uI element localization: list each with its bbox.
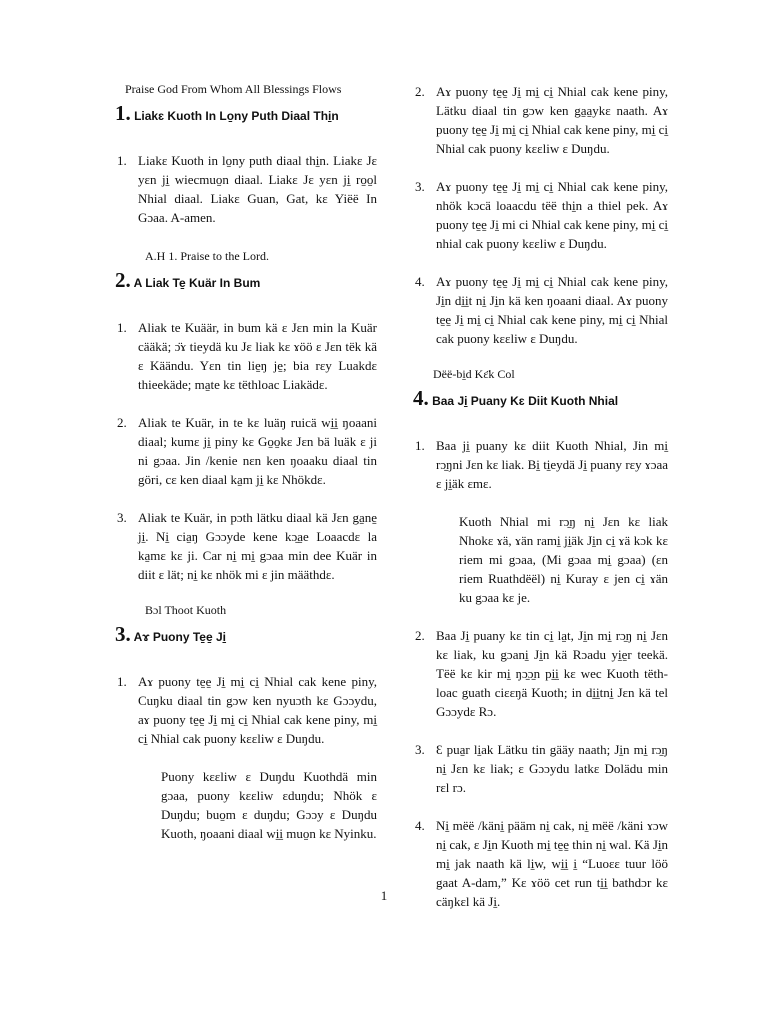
right-column [413, 82, 668, 930]
verse-text: Aɤ puony te̱e̱ Ji̱ mi̱ ci̱ Nhial cak kene piny, nhök kɔcä loaacdu tëë thi̱n a thiel pek. Aɤ puony te̱e̱ Ji̱ mi ci Nhial cak kene piny, mi̱ ci̱ nhial cak puony kɛɛliw ɛ Duŋdu. [436, 179, 669, 251]
verse [115, 508, 377, 584]
verse-number: 1. [415, 438, 425, 453]
song-subtitle: A.H 1. Praise to the Lord. [145, 249, 269, 263]
verse-number: 4. [415, 818, 425, 833]
verse-number: 3. [415, 742, 425, 757]
verse-number: 1. [117, 320, 127, 335]
song-heading-4 [413, 387, 668, 412]
verse-number: 3. [117, 510, 127, 525]
page-number: 1 [380, 888, 388, 903]
verse-number: 4. [415, 274, 425, 289]
verse [413, 740, 668, 797]
song-title: Liakɛ Kuoth In Lo̱ny Puth Diaal Thi̱n [134, 109, 339, 123]
verse-text: Baa Ji̱ puany kɛ tin ci̱ la̱t, Ji̱n mi̱ rɔ̱ŋ ni̱ Jɛn kɛ liak, ku gɔani̱ Ji̱n kä Rɔadu yi̱e̱r teekä. Tëë kɛ kir mi̱ ŋɔ̱ɔ̱n pi̱i̱ kɛ wec Kuoth tëth-loac guath ciɛɛŋä Kuoth; in di̱i̱tni̱ Jɛn kä tel Gɔɔydɛ Rɔ. [436, 628, 668, 719]
verse [413, 436, 668, 493]
chorus: Puony kɛɛliw ɛ Duŋdu Kuothdä min gɔaa, puony kɛɛliw ɛduŋdu; Nhök ɛ Duŋdu; buo̱m ɛ duŋdu; Gɔɔy ɛ Duŋdu Kuoth, ŋoaani diaal wi̱i̱ muo̱n kɛ Nyinku. [161, 769, 377, 841]
verse-text: Aɤ puony te̱e̱ Ji̱ mi̱ ci̱ Nhial cak kene piny, Ji̱n di̱i̱t ni̱ Ji̱n kä ken ŋoaani diaal. Aɤ puony te̱e̱ Ji̱ mi̱ ci̱ Nhial cak kene piny, mi̱ ci̱ Nhial cak puony kɛɛliw ɛ Duŋdu. [436, 274, 668, 346]
verse [413, 626, 668, 721]
left-column [115, 82, 377, 862]
verse-text: Ɛ pua̱r li̱ak Lätku tin gääy naath; Ji̱n mi̱ rɔ̱ŋ ni̱ Jɛn kɛ liak; ɛ Gɔɔydu latkɛ Dolädu min rɛl rɔ. [436, 742, 668, 795]
verse-number: 2. [415, 84, 425, 99]
verse-text: Aliak te Kuär, in pɔth lätku diaal kä Jɛn ga̱ne̱ ji̱. Ni̱ cia̱ŋ Gɔɔyde kene kɔ̱a̱e Loaacdɛ la ka̱mɛ kɛ ji. Car ni̱ mi̱ gɔaa min dee Kuär in diit ɛ lät; ni̱ kɛ nhök mi ɛ jin määthdɛ. [138, 510, 377, 582]
verse [413, 82, 668, 158]
verse-text: Aɤ puony te̱e̱ Ji̱ mi̱ ci̱ Nhial cak kene piny, Cuŋku diaal tin gɔw ken nyuɔth kɛ Gɔɔydu, aɤ puony te̱e̱ Ji̱ mi̱ ci̱ Nhial cak kene piny, mi̱ ci̱ Nhial cak puony kɛɛliw ɛ Duŋdu. [138, 674, 377, 746]
verse [115, 413, 377, 489]
verse-text: Aliak te Kuäär, in bum kä ɛ Jɛn min la Kuär cääkä; ɔ̈ɤ tieydä ku Jɛ liak kɛ ɤöö ɛ Jɛn tëk kä ɛ Käändu. Yɛn tin lie̱ŋ je̱; bia rɛy Luakdɛ thieekäde; ma̱te kɛ tëthloac Liakädɛ. [138, 320, 377, 392]
song-number: 1. [115, 101, 131, 125]
verse [115, 151, 377, 227]
verse-text: Ni̱ mëë /käni̱ pääm ni̱ cak, ni̱ mëë /käni ɤɔw ni̱ cak, ɛ Ji̱n Kuoth mi̱ te̱e̱ thin ni̱ wal. Kä Ji̱n mi̱ jak naath kä li̱w, wi̱i̱ i̱ “Luoɛɛ tuur löö gaat A-dam,” Kɛ ɤöö cet run ti̱i̱ bathdɔr kɛ cäŋkɛl kä Ji̱. [436, 818, 668, 909]
verse-number: 1. [117, 153, 127, 168]
verse-text: Baa ji̱ puany kɛ diit Kuoth Nhial, Jin mi̱ rɔ̱ŋni Jɛn kɛ liak. Bi̱ ti̱eydä Ji̱ puany rɛy ɤɔaa ɛ ji̱äk ɛmɛ. [436, 438, 668, 491]
song-subtitle: Bɔl Thoot Kuoth [145, 603, 227, 617]
song-title: Aɤ Puony Te̱e̱ Ji̱ [133, 630, 226, 644]
song-title: Baa Ji̱ Puany Kɛ Diit Kuoth Nhial [432, 394, 619, 408]
song-title: A Liak Te̱ Kuär In Bum [133, 276, 261, 290]
verse-number: 2. [415, 628, 425, 643]
verse-text: Liakɛ Kuoth in lo̱ny puth diaal thi̱n. Liakɛ Jɛ yɛn ji̱ wiecmuo̱n diaal. Liakɛ Jɛ yɛn ji̱ ro̱o̱l Nhial diaal. Liakɛ Guan, Gat, kɛ Yiëë In Gɔaa. A-amen. [138, 153, 377, 225]
song-number: 2. [115, 268, 131, 292]
song-subtitle: Dëë-bi̱d Kɛ̈k Col [433, 367, 515, 381]
song-number: 3. [115, 622, 131, 646]
song-heading-3 [115, 623, 377, 648]
song-number: 4. [413, 386, 429, 410]
verse-text: Aɤ puony te̱e̱ Ji̱ mi̱ ci̱ Nhial cak kene piny, Lätku diaal tin gɔw ken ga̱a̱ykɛ naath. Aɤ puony te̱e̱ Ji̱ mi̱ ci̱ Nhial cak kene piny, mi̱ ci̱ Nhial cak puony kɛɛliw ɛ Duŋdu. [436, 84, 669, 156]
chorus: Kuoth Nhial mi rɔ̱ŋ ni̱ Jɛn kɛ liak Nhokɛ ɤä, ɤän rami̱ ji̱äk Ji̱n ci̱ ɤä kɔk kɛ riem mi gɔaa, (Mi gɔaa mi̱ gɔaa) (ɛn riem Ruathdëël) ni̱ Kuray ɛ jen ci̱ ɤän ku gɔaa kɛ je. [459, 514, 668, 605]
verse-number: 1. [117, 674, 127, 689]
song-heading-1 [115, 102, 377, 127]
verse [115, 672, 377, 748]
verse-number: 2. [117, 415, 127, 430]
verse [115, 318, 377, 394]
verse-text: Aliak te Kuär, in te kɛ luäŋ ruicä wi̱i̱ ŋoaani diaal; kumɛ ji̱ piny kɛ Go̱o̱kɛ Jɛn bä luäk ɛ ji ni gɔaa. Jin /kenie nɛn ken ŋoaaku diaal tin göri, cɛ ken diaal ka̱m ji̱ kɛ Nhökdɛ. [138, 415, 377, 487]
song-subtitle: Praise God From Whom All Blessings Flows [125, 82, 342, 96]
verse [413, 272, 668, 348]
song-heading-2 [115, 269, 377, 294]
verse [413, 177, 668, 253]
verse-number: 3. [415, 179, 425, 194]
